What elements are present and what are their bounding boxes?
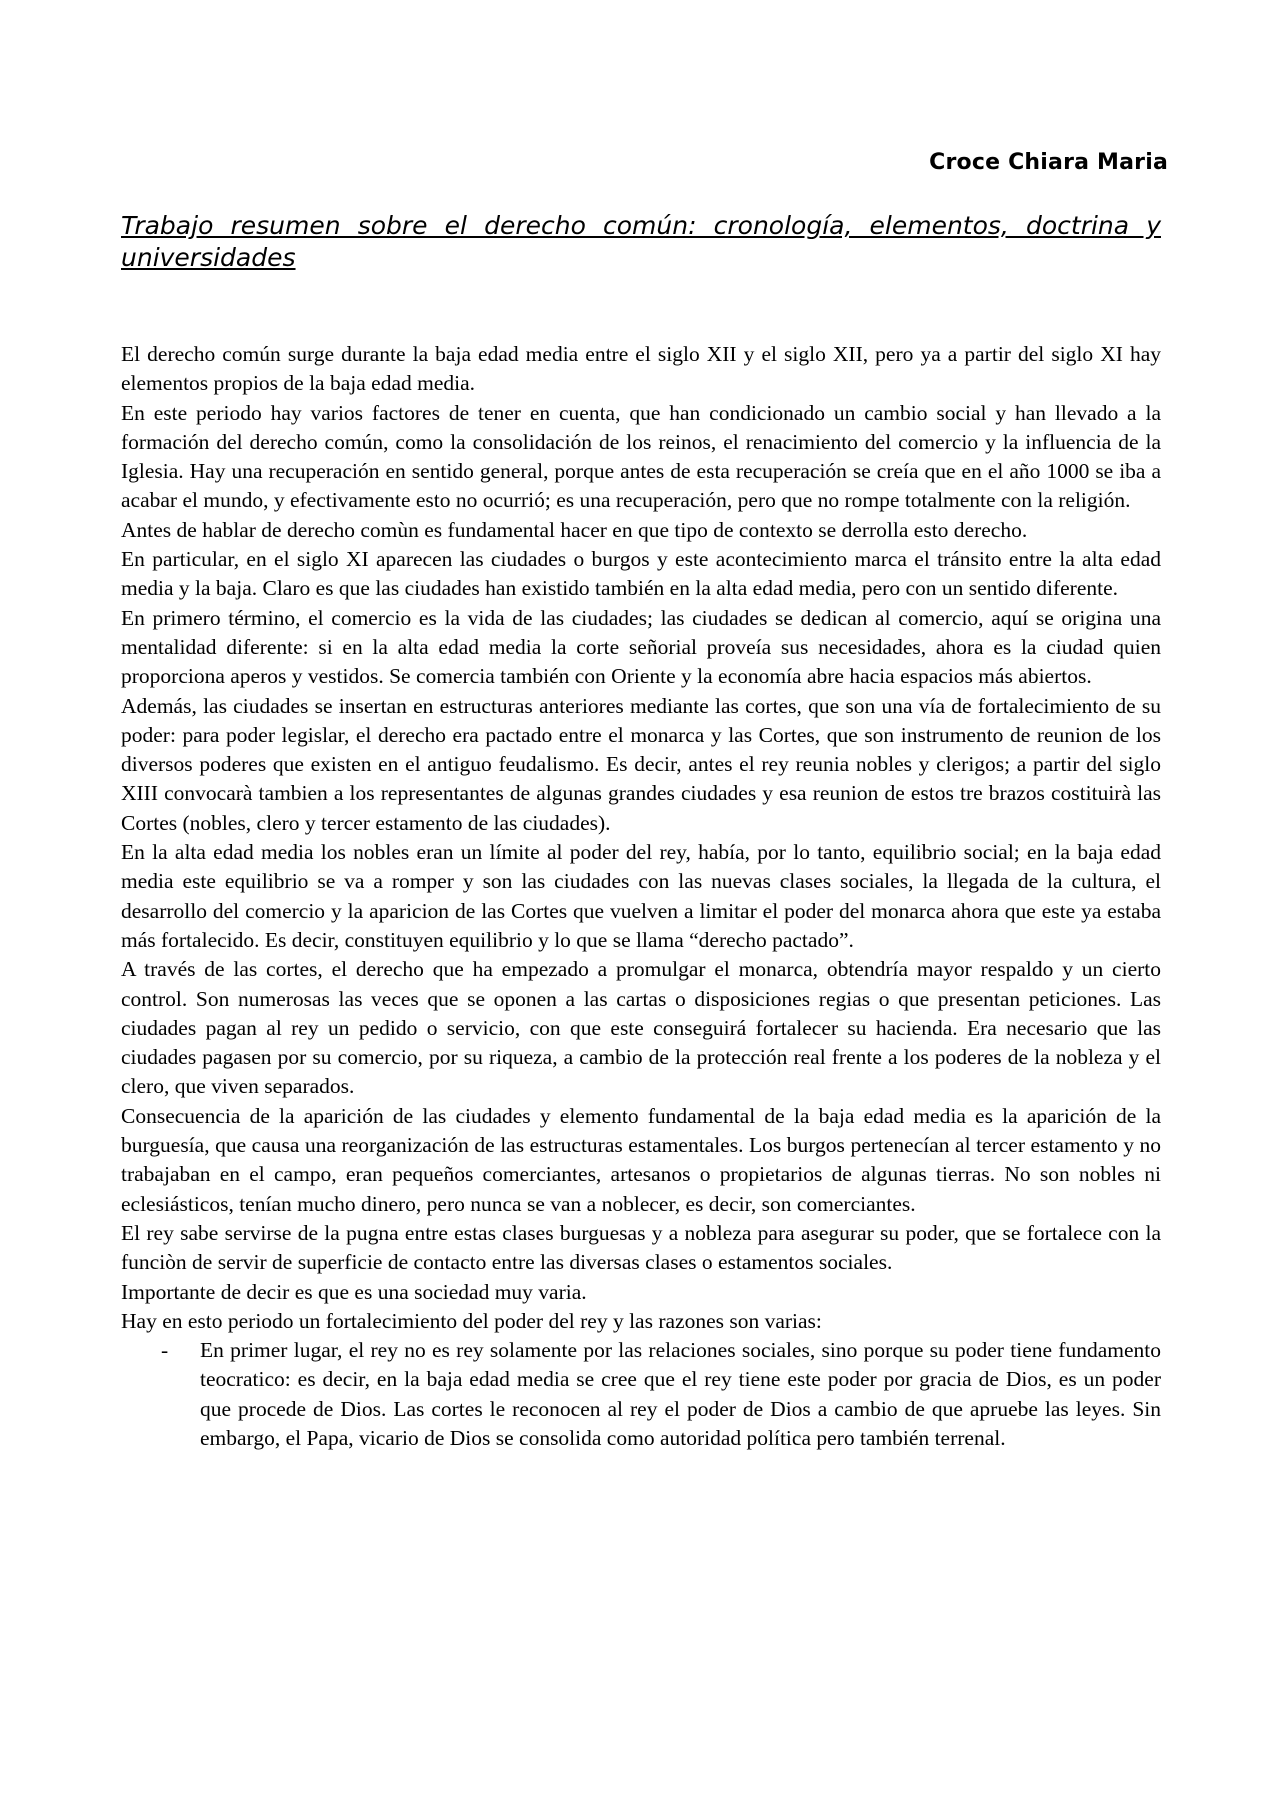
paragraph: El rey sabe servirse de la pugna entre estas clases burguesas y a nobleza para asegurar su poder, que se fortalece con la funciòn de servir de superficie de contacto entre las diversas clases o estamentos sociales. [121, 1220, 1161, 1275]
paragraph: Importante de decir es que es una sociedad muy varia. [121, 1279, 587, 1304]
paragraph: Consecuencia de la aparición de las ciudades y elemento fundamental de la baja edad media es la aparición de la burguesía, que causa una reorganización de las estructuras estamentales. Los burgos pertenecían al tercer estamento y no trabajaban en el campo, eran pequeños comerciantes, artesanos o propietarios de algunas tierras. No son nobles ni eclesiásticos, tenían mucho dinero, pero nunca se van a noblecer, es decir, son comerciantes. [121, 1103, 1161, 1216]
paragraph: Hay en esto periodo un fortalecimiento del poder del rey y las razones son varias: [121, 1308, 822, 1333]
paragraph: En primero término, el comercio es la vida de las ciudades; las ciudades se dedican al comercio, aquí se origina una mentalidad diferente: si en la alta edad media la corte señorial proveía sus necesidades, ahora es la ciudad quien proporciona aperos y vestidos. Se comercia también con Oriente y la economía abre hacia espacios más abiertos. [121, 605, 1161, 689]
paragraph: El derecho común surge durante la baja edad media entre el siglo XII y el siglo XII, pero ya a partir del siglo XI hay elementos propios de la baja edad media. [121, 342, 1161, 396]
list-item [121, 1336, 1161, 1453]
bullet-list [121, 1336, 1161, 1453]
list-marker: - [161, 1338, 169, 1363]
paragraph: En este periodo hay varios factores de tener en cuenta, que han condicionado un cambio social y han llevado a la formación del derecho común, como la consolidación de los reinos, el renacimiento del comercio y la influencia de la Iglesia. Hay una recuperación en sentido general, porque antes de esta recuperación se creía que en el año 1000 se iba a acabar el mundo, y efectivamente esto no ocurrió; es una recuperación, pero que no rompe totalmente con la religión. [121, 400, 1161, 513]
document-body [121, 340, 1161, 1453]
paragraph: En la alta edad media los nobles eran un límite al poder del rey, había, por lo tanto, equilibrio social; en la baja edad media este equilibrio se va a romper y son las ciudades con las nuevas clases sociales, la llegada de la cultura, el desarrollo del comercio y la aparicion de las Cortes que vuelven a limitar el poder del monarca ahora que este ya estaba más fortalecido. Es decir, constituyen equilibrio y lo que se llama “derecho pactado”. [121, 840, 1161, 952]
author-name: Croce Chiara Maria [929, 150, 1168, 175]
paragraph: En particular, en el siglo XI aparecen las ciudades o burgos y este acontecimiento marca el tránsito entre la alta edad media y la baja. Claro es que las ciudades han existido también en la alta edad media, pero con un sentido diferente. [121, 547, 1161, 601]
paragraph: Antes de hablar de derecho comùn es fundamental hacer en que tipo de contexto se derrolla esto derecho. [121, 517, 1028, 542]
list-item-text: En primer lugar, el rey no es rey solamente por las relaciones sociales, sino porque su poder tiene fundamento teocratico: es decir, en la baja edad media se cree que el rey tiene este poder por gracia de Dios, es un poder que procede de Dios. Las cortes le reconocen al rey el poder de Dios a cambio de que apruebe las leyes. Sin embargo, el Papa, vicario de Dios se consolida como autoridad política pero también terrenal. [200, 1338, 1161, 1450]
paragraph: Además, las ciudades se insertan en estructuras anteriores mediante las cortes, que son una vía de fortalecimiento de su poder: para poder legislar, el derecho era pactado entre el monarca y las Cortes, que son instrumento de reunion de los diversos poderes que existen en el antiguo feudalismo. Es decir, antes el rey reunia nobles y clerigos; a partir del siglo XIII convocarà tambien a los representantes de algunas grandes ciudades y esa reunion de estos tre brazos costituirà las Cortes (nobles, clero y tercer estamento de las ciudades). [121, 693, 1161, 835]
document-title: Trabajo resumen sobre el derecho común: cronología, elementos, doctrina y universidades [121, 211, 1161, 272]
paragraph: A través de las cortes, el derecho que ha empezado a promulgar el monarca, obtendría mayor respaldo y un cierto control. Son numerosas las veces que se oponen a las cartas o disposiciones regias o que presentan peticiones. Las ciudades pagan al rey un pedido o servicio, con que este conseguirá fortalecer su hacienda. Era necesario que las ciudades pagasen por su comercio, por su riqueza, a cambio de la protección real frente a los poderes de la nobleza y el clero, que viven separados. [121, 957, 1161, 1099]
